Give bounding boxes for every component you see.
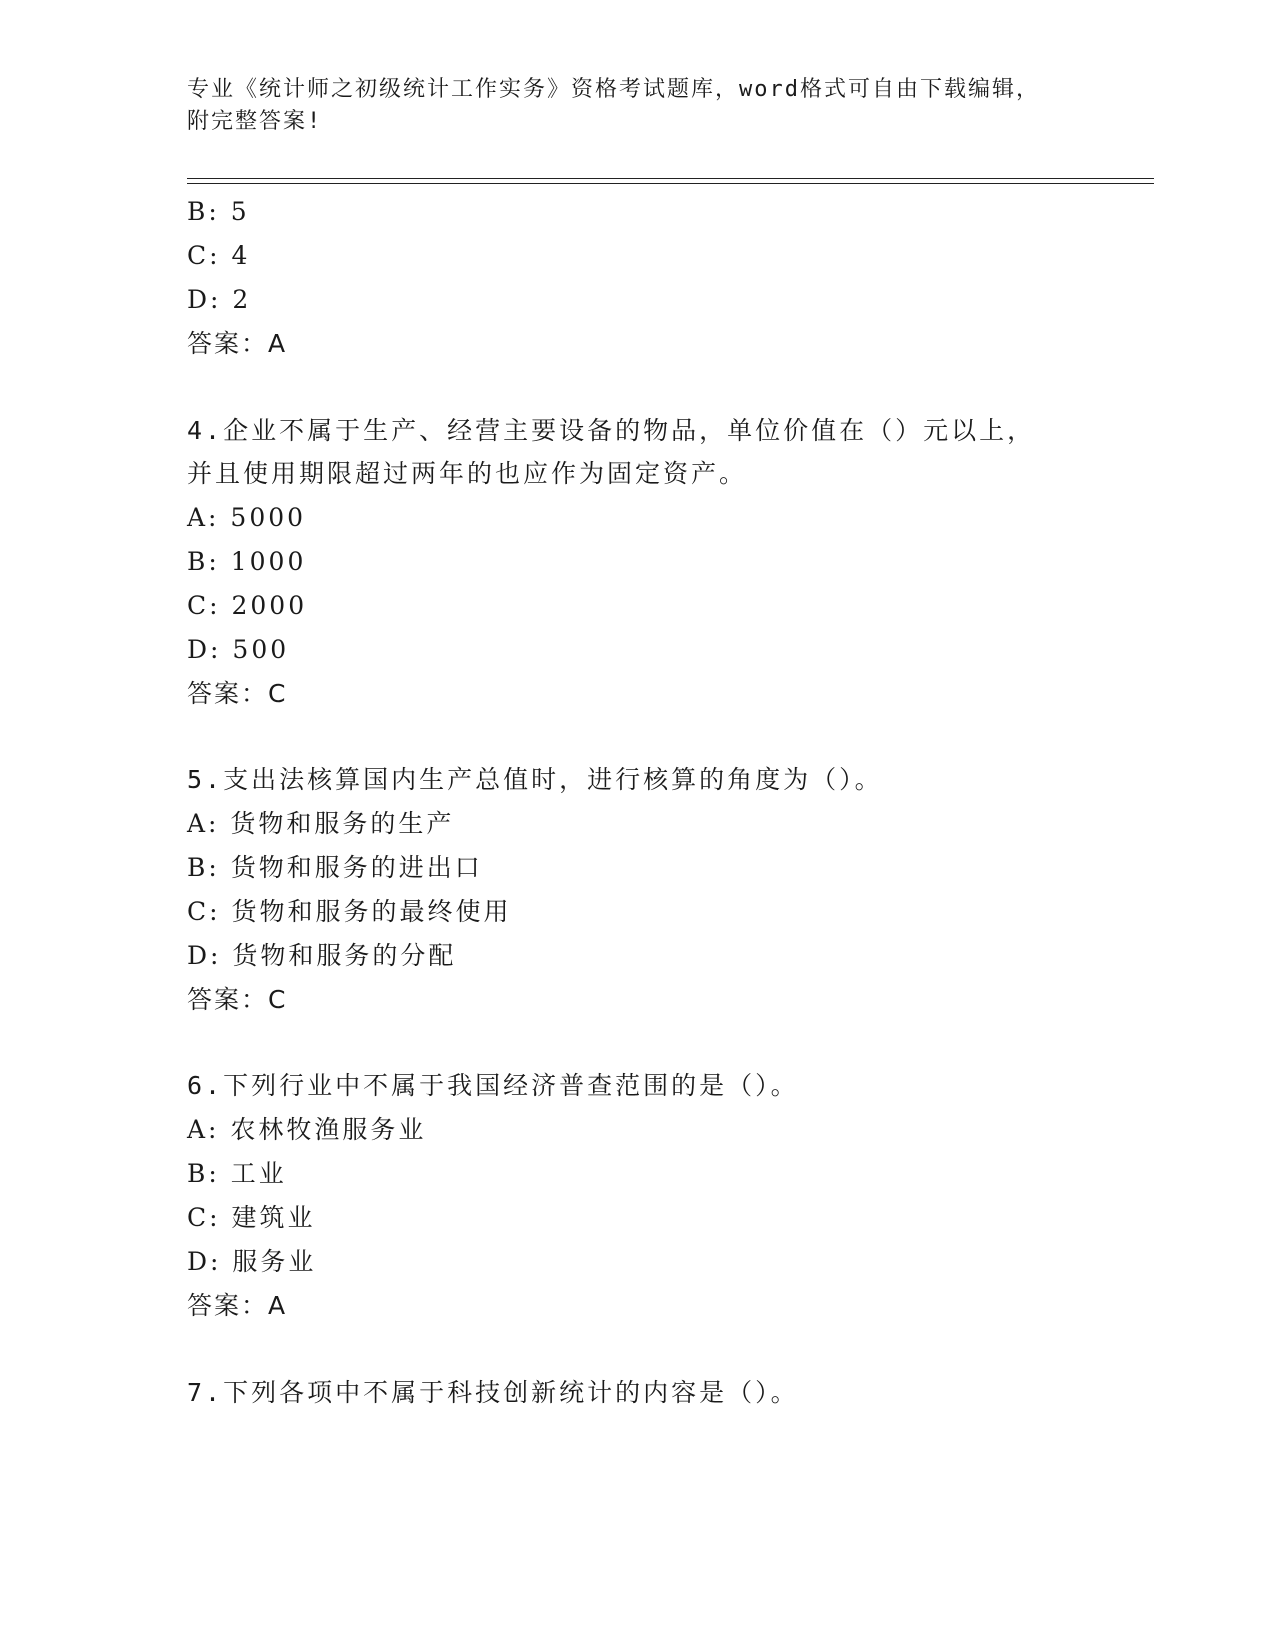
header-divider-bottom [187, 183, 1154, 184]
prev-option-b: B: 5 [187, 197, 250, 226]
q5-option-c: C: 货物和服务的最终使用 [187, 897, 512, 926]
q6-answer: 答案：A [187, 1291, 288, 1320]
q5-option-a: A: 货物和服务的生产 [187, 809, 455, 838]
q7-stem: 7.下列各项中不属于科技创新统计的内容是（）。 [187, 1378, 799, 1407]
q4-option-d: D: 500 [187, 635, 290, 664]
prev-option-d: D: 2 [187, 285, 252, 314]
q6-option-a: A: 农林牧渔服务业 [187, 1115, 427, 1144]
q5-option-d: D: 货物和服务的分配 [187, 941, 457, 970]
prev-answer: 答案：A [187, 329, 288, 358]
q4-answer: 答案：C [187, 679, 288, 708]
header-divider-top [187, 178, 1154, 179]
q4-option-a: A: 5000 [187, 503, 307, 532]
q5-stem: 5.支出法核算国内生产总值时，进行核算的角度为（）。 [187, 765, 883, 794]
q4-option-c: C: 2000 [187, 591, 308, 620]
q6-option-b: B: 工业 [187, 1159, 287, 1188]
q4-stem-line-1: 4.企业不属于生产、经营主要设备的物品，单位价值在（）元以上， [187, 416, 1036, 445]
q5-answer: 答案：C [187, 985, 288, 1014]
document-header [187, 74, 1087, 138]
prev-option-c: C: 4 [187, 241, 251, 270]
q6-option-d: D: 服务业 [187, 1247, 317, 1276]
q4-option-b: B: 1000 [187, 547, 307, 576]
q5-option-b: B: 货物和服务的进出口 [187, 853, 483, 882]
header-line-1: 专业《统计师之初级统计工作实务》资格考试题库，word格式可自由下载编辑， [187, 77, 1040, 102]
q6-stem: 6.下列行业中不属于我国经济普查范围的是（）。 [187, 1071, 799, 1100]
q6-option-c: C: 建筑业 [187, 1203, 316, 1232]
header-line-2: 附完整答案! [187, 109, 323, 134]
q4-stem-line-2: 并且使用期限超过两年的也应作为固定资产。 [187, 459, 748, 488]
